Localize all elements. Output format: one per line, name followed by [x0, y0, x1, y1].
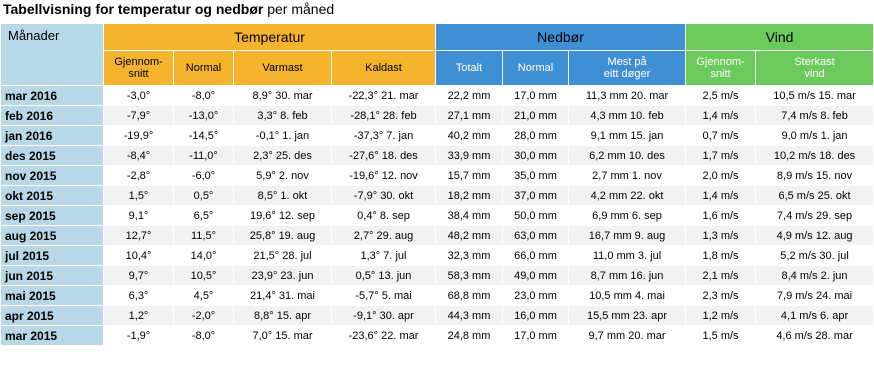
cell-precip-total: 68,8 mm [436, 286, 503, 306]
table-row [1, 186, 874, 206]
table-row [1, 166, 874, 186]
header-group-temperature: Temperatur [104, 24, 436, 51]
cell-temp-average: -8,4° [104, 146, 174, 166]
cell-wind-average: 1,8 m/s [686, 246, 756, 266]
cell-precip-max-day: 6,2 mm 10. des [569, 146, 686, 166]
cell-wind-average: 2,3 m/s [686, 286, 756, 306]
cell-temp-average: 1,2° [104, 306, 174, 326]
cell-temp-warmest: 21,5° 28. jul [234, 246, 332, 266]
cell-precip-total: 24,8 mm [436, 326, 503, 346]
cell-temp-coldest: -19,6° 12. nov [332, 166, 436, 186]
cell-precip-max-day: 10,5 mm 4. mai [569, 286, 686, 306]
cell-temp-coldest: -9,1° 30. apr [332, 306, 436, 326]
cell-temp-coldest: -28,1° 28. feb [332, 106, 436, 126]
cell-month: mar 2016 [1, 86, 104, 106]
cell-wind-strongest: 4,6 m/s 28. mar [756, 326, 874, 346]
cell-wind-average: 1,5 m/s [686, 326, 756, 346]
cell-month: jan 2016 [1, 126, 104, 146]
cell-precip-total: 22,2 mm [436, 86, 503, 106]
header-group-wind: Vind [686, 24, 874, 51]
cell-wind-average: 2,0 m/s [686, 166, 756, 186]
table-row [1, 306, 874, 326]
cell-temp-average: 10,4° [104, 246, 174, 266]
cell-wind-average: 1,3 m/s [686, 226, 756, 246]
cell-wind-strongest: 7,4 m/s 29. sep [756, 206, 874, 226]
cell-temp-warmest: -0,1° 1. jan [234, 126, 332, 146]
title-rest: per måned [263, 1, 335, 17]
cell-wind-strongest: 7,4 m/s 8. feb [756, 106, 874, 126]
cell-temp-average: 12,7° [104, 226, 174, 246]
cell-precip-max-day: 8,7 mm 16. jun [569, 266, 686, 286]
cell-precip-total: 44,3 mm [436, 306, 503, 326]
cell-wind-strongest: 4,1 m/s 6. apr [756, 306, 874, 326]
cell-precip-normal: 28,0 mm [503, 126, 569, 146]
cell-temp-coldest: 2,7° 29. aug [332, 226, 436, 246]
cell-precip-normal: 63,0 mm [503, 226, 569, 246]
cell-month: jun 2015 [1, 266, 104, 286]
cell-precip-normal: 16,0 mm [503, 306, 569, 326]
header-temp-average: Gjennom- snitt [104, 51, 174, 86]
cell-temp-normal: 6,5° [174, 206, 234, 226]
cell-wind-strongest: 5,2 m/s 30. jul [756, 246, 874, 266]
cell-month: okt 2015 [1, 186, 104, 206]
cell-wind-average: 1,6 m/s [686, 206, 756, 226]
cell-wind-strongest: 9,0 m/s 1. jan [756, 126, 874, 146]
cell-precip-normal: 66,0 mm [503, 246, 569, 266]
cell-month: des 2015 [1, 146, 104, 166]
cell-temp-average: -19,9° [104, 126, 174, 146]
cell-temp-normal: 10,5° [174, 266, 234, 286]
header-precip-total: Totalt [436, 51, 503, 86]
cell-precip-max-day: 6,9 mm 6. sep [569, 206, 686, 226]
header-precip-max-day: Mest på eitt døger [569, 51, 686, 86]
cell-temp-average: -2,8° [104, 166, 174, 186]
cell-temp-normal: 4,5° [174, 286, 234, 306]
cell-month: jul 2015 [1, 246, 104, 266]
cell-temp-warmest: 21,4° 31. mai [234, 286, 332, 306]
cell-temp-average: -1,9° [104, 326, 174, 346]
cell-precip-total: 48,2 mm [436, 226, 503, 246]
header-temp-coldest: Kaldast [332, 51, 436, 86]
cell-temp-average: 9,1° [104, 206, 174, 226]
cell-precip-total: 18,2 mm [436, 186, 503, 206]
cell-wind-average: 1,7 m/s [686, 146, 756, 166]
cell-precip-max-day: 15,5 mm 23. apr [569, 306, 686, 326]
cell-precip-total: 33,9 mm [436, 146, 503, 166]
cell-temp-normal: -8,0° [174, 326, 234, 346]
cell-temp-coldest: -27,6° 18. des [332, 146, 436, 166]
cell-temp-coldest: -7,9° 30. okt [332, 186, 436, 206]
table-row [1, 206, 874, 226]
cell-wind-average: 2,5 m/s [686, 86, 756, 106]
cell-temp-average: -7,9° [104, 106, 174, 126]
cell-precip-total: 32,3 mm [436, 246, 503, 266]
page-title [3, 1, 334, 17]
cell-temp-average: 1,5° [104, 186, 174, 206]
cell-temp-normal: -6,0° [174, 166, 234, 186]
cell-month: apr 2015 [1, 306, 104, 326]
table-row [1, 86, 874, 106]
cell-temp-warmest: 8,5° 1. okt [234, 186, 332, 206]
cell-temp-warmest: 8,8° 15. apr [234, 306, 332, 326]
cell-wind-strongest: 8,4 m/s 2. jun [756, 266, 874, 286]
cell-temp-normal: 0,5° [174, 186, 234, 206]
cell-temp-coldest: -23,6° 22. mar [332, 326, 436, 346]
table-row [1, 266, 874, 286]
cell-precip-total: 38,4 mm [436, 206, 503, 226]
cell-wind-strongest: 6,5 m/s 25. okt [756, 186, 874, 206]
cell-precip-max-day: 4,3 mm 10. feb [569, 106, 686, 126]
cell-wind-strongest: 8,9 m/s 15. nov [756, 166, 874, 186]
cell-temp-coldest: -5,7° 5. mai [332, 286, 436, 306]
cell-temp-coldest: -22,3° 21. mar [332, 86, 436, 106]
cell-temp-average: -3,0° [104, 86, 174, 106]
cell-month: sep 2015 [1, 206, 104, 226]
cell-temp-warmest: 19,6° 12. sep [234, 206, 332, 226]
cell-month: mar 2015 [1, 326, 104, 346]
cell-precip-total: 58,3 mm [436, 266, 503, 286]
cell-temp-warmest: 3,3° 8. feb [234, 106, 332, 126]
table-row [1, 126, 874, 146]
weather-table [0, 23, 874, 346]
cell-temp-normal: 14,0° [174, 246, 234, 266]
cell-wind-strongest: 4,9 m/s 12. aug [756, 226, 874, 246]
cell-precip-max-day: 2,7 mm 1. nov [569, 166, 686, 186]
cell-temp-coldest: -37,3° 7. jan [332, 126, 436, 146]
cell-precip-normal: 49,0 mm [503, 266, 569, 286]
header-wind-strongest: Sterkast vind [756, 51, 874, 86]
cell-precip-max-day: 16,7 mm 9. aug [569, 226, 686, 246]
cell-temp-normal: -14,5° [174, 126, 234, 146]
cell-wind-average: 1,4 m/s [686, 186, 756, 206]
header-temp-normal: Normal [174, 51, 234, 86]
cell-wind-average: 1,2 m/s [686, 306, 756, 326]
cell-temp-warmest: 2,3° 25. des [234, 146, 332, 166]
cell-temp-coldest: 0,4° 8. sep [332, 206, 436, 226]
cell-precip-normal: 23,0 mm [503, 286, 569, 306]
cell-wind-strongest: 10,2 m/s 18. des [756, 146, 874, 166]
cell-precip-total: 40,2 mm [436, 126, 503, 146]
cell-precip-normal: 17,0 mm [503, 86, 569, 106]
cell-precip-normal: 37,0 mm [503, 186, 569, 206]
cell-temp-coldest: 0,5° 13. jun [332, 266, 436, 286]
table-row [1, 326, 874, 346]
cell-precip-total: 15,7 mm [436, 166, 503, 186]
table-row [1, 246, 874, 266]
cell-temp-warmest: 8,9° 30. mar [234, 86, 332, 106]
header-month: Månader [1, 24, 104, 86]
cell-precip-max-day: 9,1 mm 15. jan [569, 126, 686, 146]
table-row [1, 226, 874, 246]
header-wind-average: Gjennom- snitt [686, 51, 756, 86]
cell-temp-normal: -2,0° [174, 306, 234, 326]
cell-temp-warmest: 7,0° 15. mar [234, 326, 332, 346]
table-row [1, 106, 874, 126]
cell-temp-coldest: 1,3° 7. jul [332, 246, 436, 266]
cell-precip-normal: 17,0 mm [503, 326, 569, 346]
cell-precip-max-day: 9,7 mm 20. mar [569, 326, 686, 346]
cell-wind-strongest: 10,5 m/s 15. mar [756, 86, 874, 106]
cell-precip-normal: 50,0 mm [503, 206, 569, 226]
cell-temp-normal: 11,5° [174, 226, 234, 246]
cell-temp-normal: -8,0° [174, 86, 234, 106]
table-row [1, 146, 874, 166]
cell-wind-average: 1,4 m/s [686, 106, 756, 126]
cell-precip-normal: 35,0 mm [503, 166, 569, 186]
cell-precip-max-day: 4,2 mm 22. okt [569, 186, 686, 206]
cell-month: aug 2015 [1, 226, 104, 246]
cell-temp-normal: -11,0° [174, 146, 234, 166]
header-group-precipitation: Nedbør [436, 24, 686, 51]
cell-precip-total: 27,1 mm [436, 106, 503, 126]
header-precip-normal: Normal [503, 51, 569, 86]
cell-temp-average: 9,7° [104, 266, 174, 286]
cell-temp-warmest: 23,9° 23. jun [234, 266, 332, 286]
cell-precip-max-day: 11,0 mm 3. jul [569, 246, 686, 266]
title-bold: Tabellvisning for temperatur og nedbør [3, 1, 264, 17]
cell-month: mai 2015 [1, 286, 104, 306]
cell-wind-strongest: 7,9 m/s 24. mai [756, 286, 874, 306]
cell-month: nov 2015 [1, 166, 104, 186]
cell-temp-normal: -13,0° [174, 106, 234, 126]
cell-precip-max-day: 11,3 mm 20. mar [569, 86, 686, 106]
cell-wind-average: 2,1 m/s [686, 266, 756, 286]
header-temp-warmest: Varmast [234, 51, 332, 86]
cell-precip-normal: 30,0 mm [503, 146, 569, 166]
cell-temp-warmest: 5,9° 2. nov [234, 166, 332, 186]
cell-wind-average: 0,7 m/s [686, 126, 756, 146]
cell-precip-normal: 21,0 mm [503, 106, 569, 126]
cell-temp-average: 6,3° [104, 286, 174, 306]
cell-month: feb 2016 [1, 106, 104, 126]
cell-temp-warmest: 25,8° 19. aug [234, 226, 332, 246]
table-row [1, 286, 874, 306]
